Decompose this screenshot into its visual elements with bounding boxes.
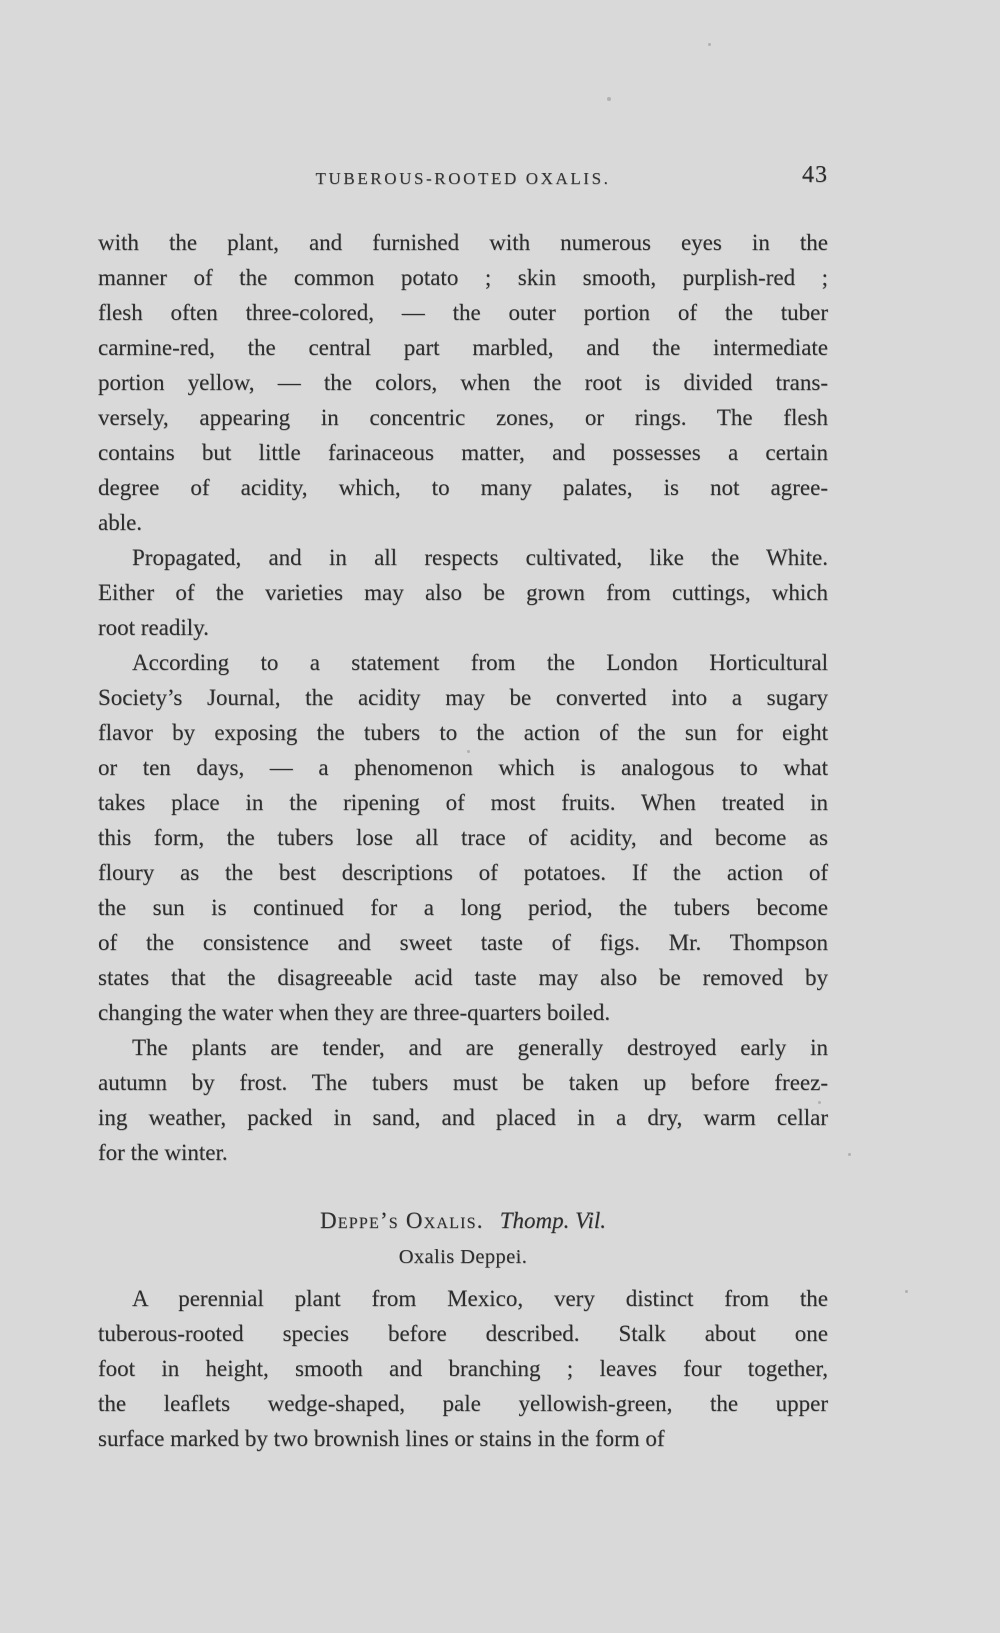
text-line: states that the disagreeable acid taste may also be removed by (98, 965, 828, 990)
species-authority: Thomp. Vil. (499, 1208, 606, 1233)
text-line: changing the water when they are three-quarters boiled. (98, 1000, 611, 1025)
scan-speck (607, 97, 611, 101)
text-line: carmine-red, the central part marbled, and the intermediate (98, 335, 828, 360)
species-subheading: Oxalis Deppei. (398, 1246, 528, 1268)
text-line: ing weather, packed in sand, and placed in a dry, warm cellar (98, 1105, 828, 1130)
text-line: surface marked by two brownish lines or stains in the form of (98, 1426, 665, 1451)
text-line: the sun is continued for a long period, the tubers become (98, 895, 828, 920)
text-line: Society’s Journal, the acidity may be converted into a sugary (98, 685, 828, 710)
paragraph (98, 540, 828, 645)
species-name: Deppe’s Oxalis. (319, 1208, 484, 1233)
text-line: portion yellow, — the colors, when the root is divided trans- (98, 370, 828, 395)
paragraph (98, 1281, 828, 1456)
scan-speck (818, 1101, 821, 1104)
text-line: root readily. (98, 615, 209, 640)
scan-speck (467, 750, 470, 753)
paragraph (98, 225, 828, 540)
text-line: contains but little farinaceous matter, and possesses a certain (98, 440, 828, 465)
text-line: flavor by exposing the tubers to the action of the sun for eight (98, 720, 828, 745)
text-line: The plants are tender, and are generally destroyed early in (132, 1035, 828, 1060)
text-block (98, 225, 828, 1456)
paragraph (98, 1030, 828, 1170)
text-line: autumn by frost. The tubers must be taken up before freez- (98, 1070, 828, 1095)
running-header (98, 162, 828, 192)
paragraph (98, 645, 828, 1030)
page-number: 43 (802, 162, 828, 188)
text-line: Propagated, and in all respects cultivated, like the White. (132, 545, 828, 570)
text-line: floury as the best descriptions of potatoes. If the action of (98, 860, 828, 885)
text-line: According to a statement from the London Horticultural (132, 650, 828, 675)
text-line: degree of acidity, which, to many palates, is not agree- (98, 475, 828, 500)
text-line: of the consistence and sweet taste of figs. Mr. Thompson (98, 930, 828, 955)
text-line: Either of the varieties may also be grown from cuttings, which (98, 580, 828, 605)
scan-speck (848, 1153, 851, 1156)
text-line: flesh often three-colored, — the outer portion of the tuber (98, 300, 828, 325)
text-line: foot in height, smooth and branching ; leaves four together, (98, 1356, 828, 1381)
running-header-title: TUBEROUS-ROOTED OXALIS. (315, 169, 611, 188)
scan-speck (905, 1290, 908, 1293)
text-line: tuberous-rooted species before described. Stalk about one (98, 1321, 828, 1346)
text-line: the leaflets wedge-shaped, pale yellowish-green, the upper (98, 1391, 828, 1416)
text-line: able. (98, 510, 143, 535)
text-line: versely, appearing in concentric zones, or rings. The flesh (98, 405, 828, 430)
text-line: takes place in the ripening of most fruits. When treated in (98, 790, 828, 815)
text-line: for the winter. (98, 1140, 228, 1165)
text-line: or ten days, — a phenomenon which is analogous to what (98, 755, 828, 780)
text-line: manner of the common potato ; skin smooth, purplish-red ; (98, 265, 828, 290)
text-line: this form, the tubers lose all trace of acidity, and become as (98, 825, 828, 850)
scan-speck (708, 43, 711, 46)
text-line: A perennial plant from Mexico, very distinct from the (132, 1286, 828, 1311)
species-heading (98, 1203, 828, 1238)
text-line: with the plant, and furnished with numerous eyes in the (98, 230, 828, 255)
